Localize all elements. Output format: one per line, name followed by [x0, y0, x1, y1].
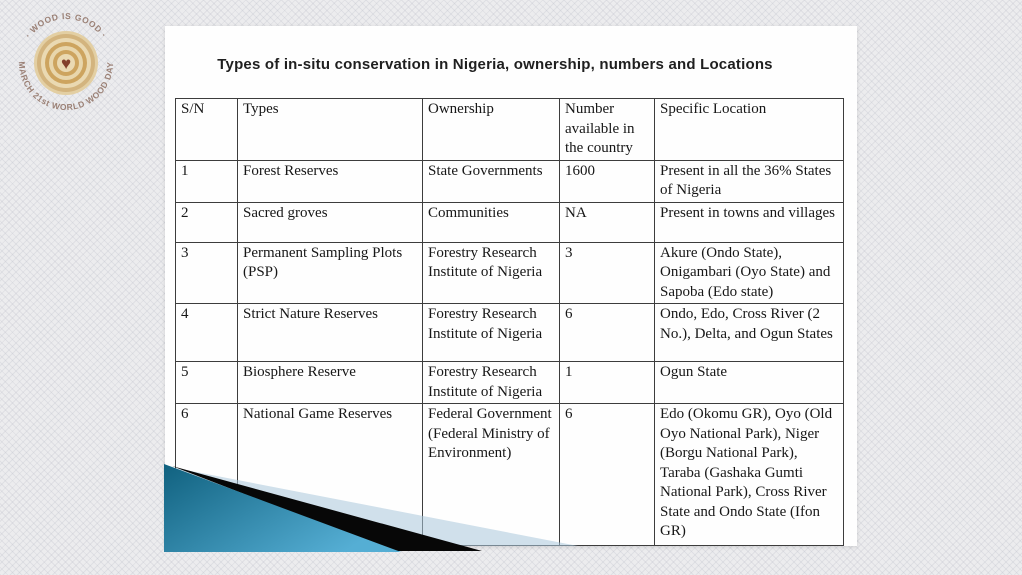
world-wood-day-logo — [10, 6, 122, 118]
logo-bottom-text: MARCH 21st WORLD WOOD DAY — [16, 61, 116, 113]
table-header-row — [176, 99, 844, 161]
cell-ownership: Forestry Research Institute of Nigeria — [423, 304, 560, 362]
cell-type: Sacred groves — [238, 202, 423, 242]
cell-ownership: Forestry Research Institute of Nigeria — [423, 362, 560, 404]
column-header-ownership: Ownership — [423, 99, 560, 161]
cell-ownership: State Governments — [423, 160, 560, 202]
cell-location: Ondo, Edo, Cross River (2 No.), Delta, and Ogun States — [655, 304, 844, 362]
cell-number: 6 — [560, 304, 655, 362]
cell-sn: 1 — [176, 160, 238, 202]
cell-sn: 6 — [176, 404, 238, 546]
table-row — [176, 202, 844, 242]
column-header-number: Number available in the country — [560, 99, 655, 161]
table-row — [176, 160, 844, 202]
slide-title: Types of in-situ conservation in Nigeria, ownership, numbers and Locations — [217, 56, 773, 73]
column-header-location: Specific Location — [655, 99, 844, 161]
cell-ownership: Federal Government (Federal Ministry of Environment) — [423, 404, 560, 546]
table-row — [176, 242, 844, 304]
cell-number: 1 — [560, 362, 655, 404]
table-row — [176, 304, 844, 362]
cell-sn: 3 — [176, 242, 238, 304]
column-header-sn: S/N — [176, 99, 238, 161]
table-row — [176, 362, 844, 404]
cell-number: 3 — [560, 242, 655, 304]
cell-type: National Game Reserves — [238, 404, 423, 546]
slide-corner-decoration — [155, 458, 595, 558]
cell-type: Forest Reserves — [238, 160, 423, 202]
cell-number: 1600 — [560, 160, 655, 202]
cell-sn: 5 — [176, 362, 238, 404]
column-header-types: Types — [238, 99, 423, 161]
cell-type: Strict Nature Reserves — [238, 304, 423, 362]
cell-ownership: Communities — [423, 202, 560, 242]
cell-location: Ogun State — [655, 362, 844, 404]
cell-sn: 4 — [176, 304, 238, 362]
cell-type: Biosphere Reserve — [238, 362, 423, 404]
cell-ownership: Forestry Research Institute of Nigeria — [423, 242, 560, 304]
cell-location: Present in towns and villages — [655, 202, 844, 242]
cell-number: 6 — [560, 404, 655, 546]
cell-location: Akure (Ondo State), Onigambari (Oyo State) and Sapoba (Edo state) — [655, 242, 844, 304]
heart-icon: ♥ — [60, 54, 72, 73]
cell-sn: 2 — [176, 202, 238, 242]
cell-type: Permanent Sampling Plots (PSP) — [238, 242, 423, 304]
logo-top-text: · WOOD IS GOOD · — [22, 10, 110, 40]
cell-location: Edo (Okomu GR), Oyo (Old Oyo National Park), Niger (Borgu National Park), Taraba (Gashaka Gumti National Park), Cross River State and Ondo State (Ifon GR) — [655, 404, 844, 546]
cell-location: Present in all the 36% States of Nigeria — [655, 160, 844, 202]
cell-number: NA — [560, 202, 655, 242]
